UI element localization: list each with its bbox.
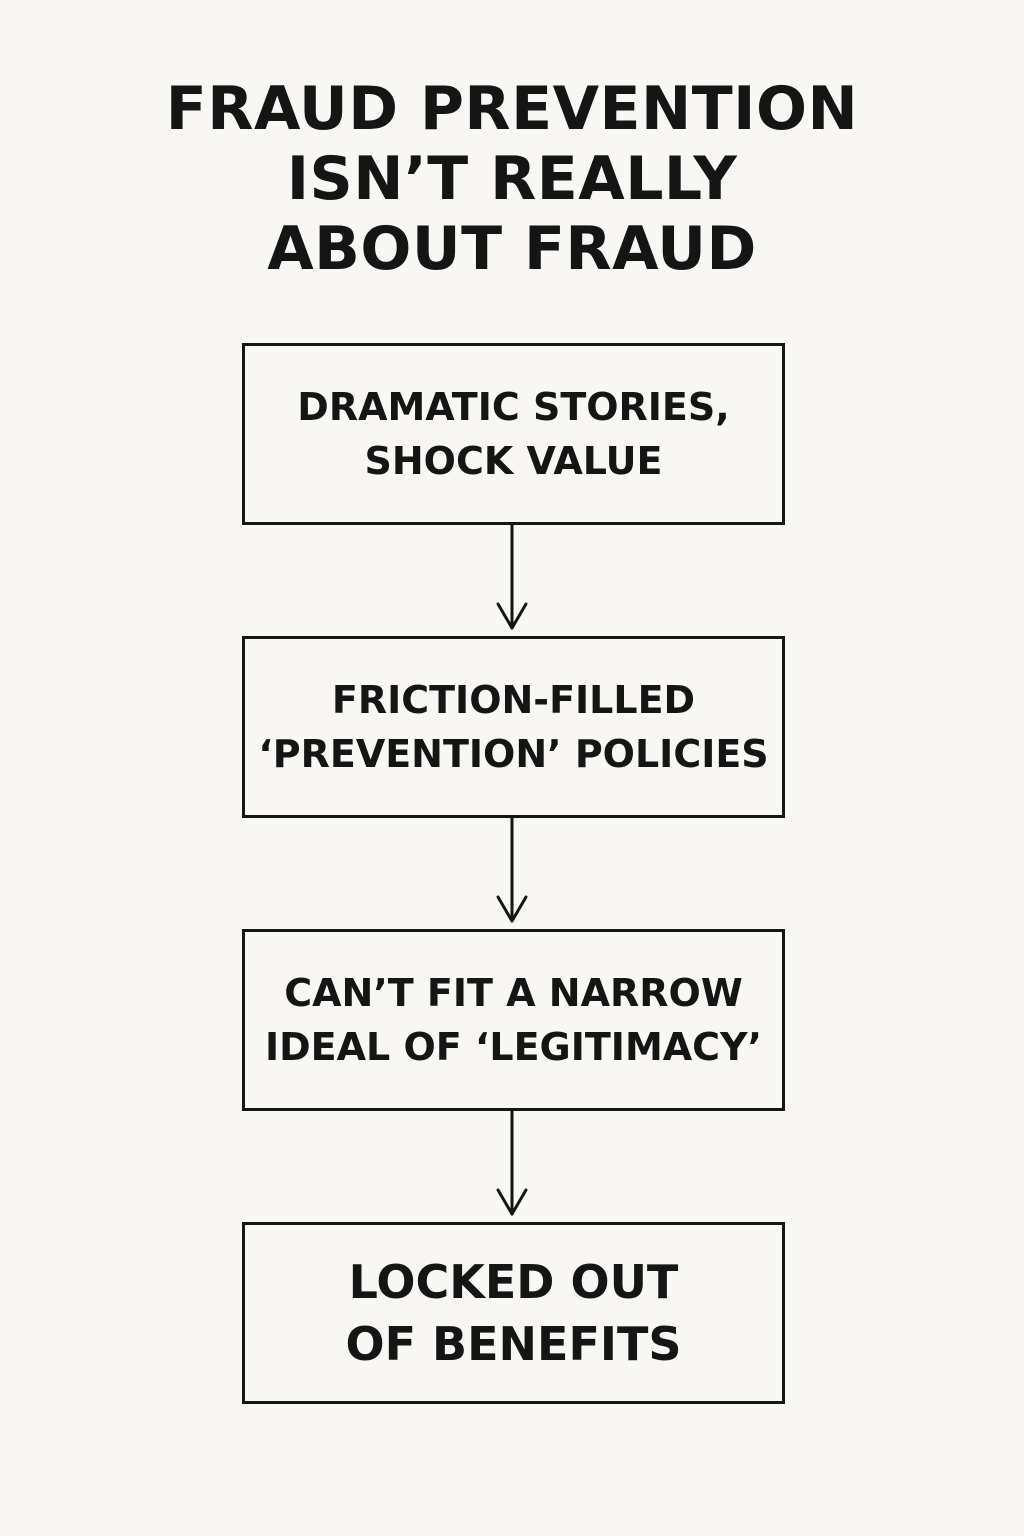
- diagram-title: [0, 74, 1024, 284]
- step-3-line-1: CAN’T FIT A NARROW: [284, 971, 743, 1015]
- arrow-2-to-3: [498, 817, 526, 921]
- step-box-dramatic-stories: [242, 343, 785, 525]
- step-box-prevention-policies: [242, 636, 785, 818]
- step-2-line-1: FRICTION-FILLED: [331, 678, 696, 722]
- arrow-1-to-2: [498, 524, 526, 628]
- step-box-locked-out: [242, 1222, 785, 1404]
- step-3-line-2: IDEAL OF ‘LEGITIMACY’: [264, 1025, 763, 1069]
- title-line-3: ABOUT FRAUD: [267, 214, 757, 284]
- step-box-narrow-ideal: [242, 929, 785, 1111]
- arrow-3-to-4: [498, 1110, 526, 1214]
- step-4-line-2: OF BENEFITS: [345, 1317, 682, 1371]
- step-2-line-2: ‘PREVENTION’ POLICIES: [258, 732, 769, 776]
- title-line-2: ISN’T REALLY: [286, 144, 738, 214]
- step-1-line-1: DRAMATIC STORIES,: [297, 385, 730, 429]
- title-line-1: FRAUD PREVENTION: [165, 74, 859, 144]
- step-1-line-2: SHOCK VALUE: [364, 439, 663, 483]
- step-4-line-1: LOCKED OUT: [348, 1255, 679, 1309]
